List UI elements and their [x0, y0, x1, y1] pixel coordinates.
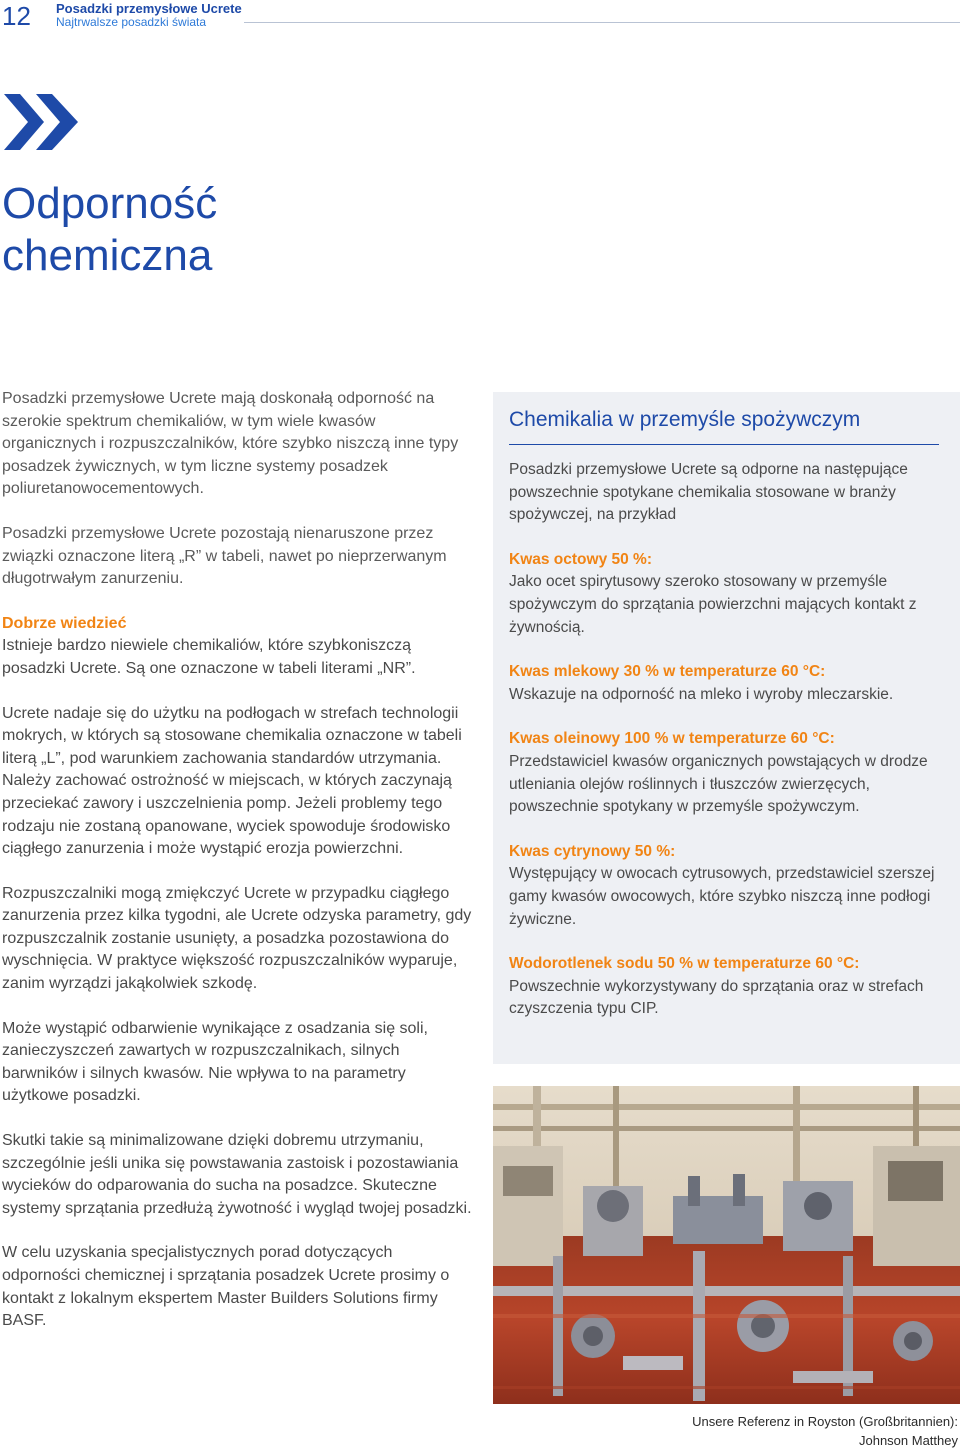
page-number: 12 — [2, 1, 31, 31]
sidebar-item-heading: Kwas mlekowy 30 % w temperaturze 60 °C: — [509, 663, 826, 681]
sidebar-item — [509, 953, 939, 1021]
sidebar-item-text: Jako ocet spirytusowy szeroko stosowany w przemyśle spożywczym do sprzątania powierzchni mających kontakt z żywnością. — [509, 573, 917, 636]
page-title-line2: chemiczna — [2, 231, 213, 280]
note-heading: Dobrze wiedzieć — [2, 614, 127, 632]
sidebar-title: Chemikalia w przemyśle spożywczym — [509, 408, 861, 431]
paragraph-contact: W celu uzyskania specjalistycznych porad dotyczących odporności chemicznej i sprzątania posadzek Ucrete prosimy o kontakt z lokalnym ekspertem Master Builders Solutions firmy BASF. — [2, 1244, 450, 1330]
paragraph-r-marking: Posadzki przemysłowe Ucrete pozostają nienaruszone przez związki oznaczone literą „R” w tabeli, nawet po nieprzerwanym długotrwałym zanurzeniu. — [2, 524, 447, 588]
paragraph-l-marking: Ucrete nadaje się do użytku na podłogach w strefach technologii mokrych, w których są stosowane chemikalia oznaczone w tabeli literą „L”, pod warunkiem zachowania standardów utrzymania. Należy zachować ostrożność w miejscach, w których zaczynają przeciekać zawory i uszczelnienia pomp. Jeżeli problemy tego rodzaju nie zostaną opanowane, wyciek spowoduje środowisko ciągłego zanurzenia i może wystąpić erozja powierzchni. — [2, 704, 462, 858]
note-text: Istnieje bardzo niewiele chemikaliów, które szybkoniszczą posadzki Ucrete. Są one oznaczone w tabeli literami „NR”. — [2, 637, 416, 677]
sidebar-item-text: Wskazuje na odporność na mleko i wyroby mleczarskie. — [509, 685, 894, 703]
sidebar-item-text: Przedstawiciel kwasów organicznych powstających w drodze utleniania olejów roślinnych i tłuszczów zwierzęcych, powszechnie spotykany w przemyśle spożywczym. — [509, 752, 928, 816]
main-text-column — [2, 388, 474, 1355]
header-subtitle: Najtrwalsze posadzki świata — [56, 15, 207, 29]
factory-floor-photo — [493, 1086, 960, 1404]
header-title: Posadzki przemysłowe Ucrete — [56, 1, 242, 16]
paragraph-maintenance: Skutki takie są minimalizowane dzięki dobremu utrzymaniu, szczególnie jeśli unika się powstawania zastoisk i pozostawiania wycieków do odparowania do sucha na posadzce. Skuteczne systemy sprzątania przedłużą żywotność i wygląd twojej posadzki. — [2, 1132, 472, 1217]
sidebar-item-text: Występujący w owocach cytrusowych, przedstawiciel szerszej gamy kwasów owocowych, które szybko niszczą inne podłogi żywiczne. — [509, 865, 935, 928]
sidebar-item-heading: Wodorotlenek sodu 50 % w temperaturze 60 °C: — [509, 955, 860, 973]
paragraph-intro: Posadzki przemysłowe Ucrete mają doskonałą odporność na szerokie spektrum chemikaliów, w tym wiele kwasów organicznych i rozpuszczalników, które szybko niszczą inne typy posadzek żywicznych, w tym liczne systemy posadzek poliuretanowocementowych. — [2, 390, 459, 498]
note-block — [2, 613, 474, 681]
sidebar-item — [509, 841, 939, 931]
double-chevron-icon — [0, 86, 84, 158]
sidebar-item-text: Powszechnie wykorzystywany do sprzątania oraz w strefach czyszczenia typu CIP. — [509, 977, 924, 1018]
page-title — [2, 178, 217, 282]
sidebar-item-heading: Kwas octowy 50 %: — [509, 550, 652, 568]
header-divider — [244, 22, 960, 23]
paragraph-discoloration: Może wystąpić odbarwienie wynikające z osadzania się soli, zanieczyszczeń zawartych w rozpuszczalnikach, silnych barwników i silnych kwasów. Nie wpływa to na parametry użytkowe posadzki. — [2, 1019, 428, 1105]
food-chemicals-sidebar — [493, 392, 960, 1064]
sidebar-item — [509, 728, 939, 818]
sidebar-item — [509, 661, 939, 706]
paragraph-solvents: Rozpuszczalniki mogą zmiękczyć Ucrete w przypadku ciągłego zanurzenia przez kilka tygodni, ale Ucrete odzyska parametry, gdy rozpuszczalnik zostanie usunięty, a posadzka pozostawiona do wyschnięcia. W praktyce większość rozpuszczalników wyparuje, zanim wyrządzi jakąkolwiek szkodę. — [2, 884, 472, 993]
sidebar-item-heading: Kwas cytrynowy 50 %: — [509, 842, 676, 860]
photo-caption-line1: Unsere Referenz in Royston (Großbritannien): — [692, 1414, 958, 1429]
sidebar-intro: Posadzki przemysłowe Ucrete są odporne na następujące powszechnie spotykane chemikalia stosowane w branży spożywczej, na przykład — [509, 461, 908, 524]
sidebar-item-heading: Kwas oleinowy 100 % w temperaturze 60 °C: — [509, 730, 835, 748]
sidebar-divider — [509, 444, 939, 445]
photo-caption-line2: Johnson Matthey — [858, 1433, 958, 1448]
photo-caption — [692, 1412, 958, 1450]
page-title-line1: Odporność — [2, 179, 218, 228]
page-header — [0, 0, 960, 40]
sidebar-item — [509, 549, 939, 639]
